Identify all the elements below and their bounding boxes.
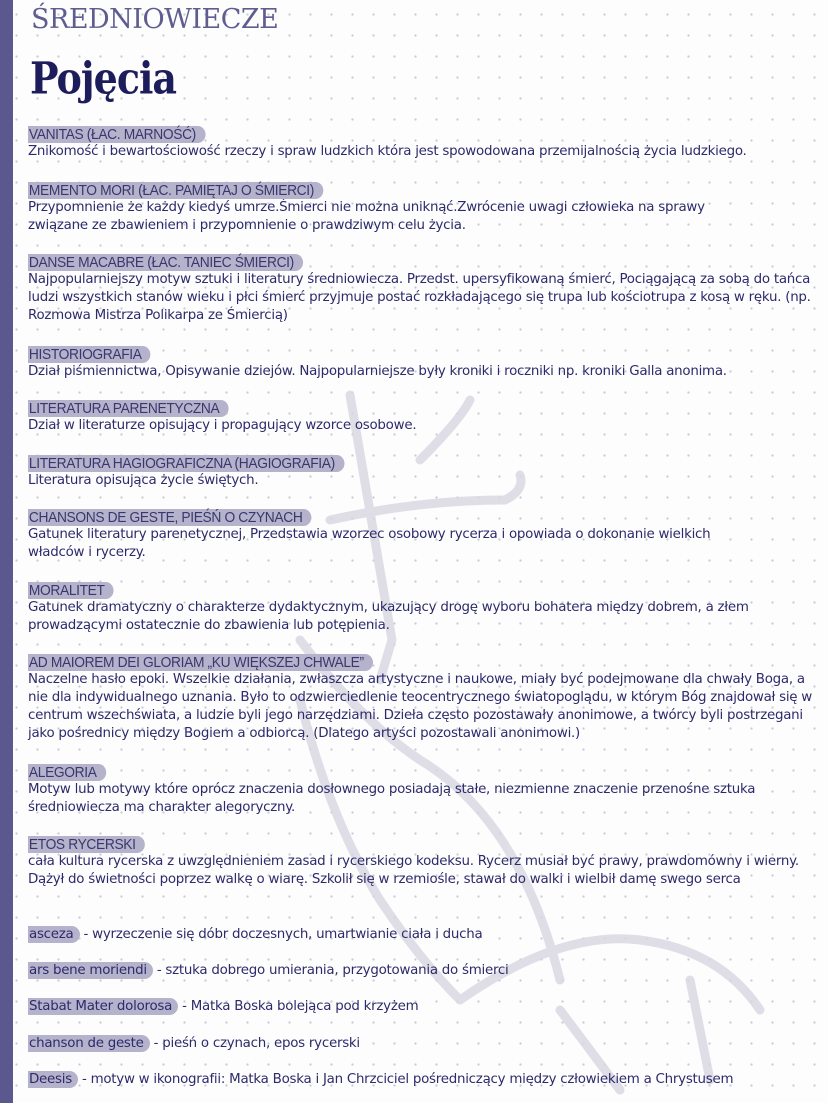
inline-term-chanson-de-geste — [28, 1034, 818, 1054]
era-title: ŚREDNIOWIECZE — [31, 4, 279, 35]
term-chansons-de-geste — [28, 507, 818, 562]
term-label: LITERATURA PARENETYCZNA — [28, 400, 229, 417]
accent-bar — [0, 0, 13, 1103]
inline-term-stabat-mater — [28, 997, 818, 1017]
inline-term-definition: - wyrzeczenie się dóbr doczesnych, umartwianie ciała i ducha — [79, 927, 483, 942]
term-definition: Motyw lub motywy które oprócz znaczenia dosłownego posiadają stałe, niezmienne znaczenie przenośne sztuka średniowiecza ma charakter alegoryczny. — [28, 782, 756, 815]
page-title: Pojęcia — [30, 52, 177, 104]
inline-term-label: Deesis — [28, 1071, 78, 1088]
inline-term-definition: - pieśń o czynach, epos rycerski — [149, 1036, 360, 1051]
inline-term-deesis — [28, 1070, 818, 1090]
term-label: MORALITET — [28, 582, 114, 599]
term-definition: Naczelne hasło epoki. Wszelkie działania, zwłaszcza artystyczne i naukowe, miały być podejmowane dla chwały Boga, a nie dla indywidualnego uznania. Było to odzwierciedlenie teocentrycznego światopoglądu, w którym Bóg znajdował się w centrum wszechświata, a ludzie byli jego narzędziami. Dzieła często pozostawały anonimowe, a twórcy byli postrzegani jako pośrednicy między Bogiem a odbiorcą. (Dlatego artyści pozostawali anonimowi.) — [28, 672, 812, 741]
term-label: VANITAS (ŁAC. MARNOŚĆ) — [28, 126, 205, 143]
inline-term-definition: - Matka Boska bolejąca pod krzyżem — [178, 999, 419, 1014]
term-definition: Dział piśmiennictwa, Opisywanie dziejów. Najpopularniejsze były kroniki i roczniki np. kroniki Galla anonima. — [28, 364, 727, 379]
term-label: DANSE MACABRE (ŁAC. TANIEC ŚMIERCI) — [28, 254, 303, 271]
inline-term-ars-bene-moriendi — [28, 961, 818, 981]
inline-term-label: asceza — [28, 926, 80, 943]
term-definition: Znikomość i bewartościowość rzeczy i spraw ludzkich która jest spowodowana przemijalnością życia ludzkiego. — [28, 144, 747, 159]
term-label: MEMENTO MORI (ŁAC. PAMIĘTAJ O ŚMIERCI) — [28, 182, 323, 199]
term-definition: Gatunek dramatyczny o charakterze dydaktycznym, ukazujący drogę wyboru bohatera między dobrem, a złem prowadzącymi ostatecznie do zbawienia lub potępienia. — [28, 600, 749, 633]
term-alegoria — [28, 762, 818, 817]
term-historiografia — [28, 344, 818, 381]
term-literatura-parenetyczna — [28, 398, 818, 435]
term-literatura-hagiograficzna — [28, 453, 818, 490]
term-moralitet — [28, 580, 818, 635]
inline-term-definition: - motyw w ikonografii: Matka Boska i Jan Chrzciciel pośredniczący między człowiekiem a Chrystusem — [77, 1072, 734, 1087]
term-danse-macabre — [28, 252, 818, 325]
term-ad-maiorem-dei-gloriam — [28, 652, 818, 743]
term-label: ALEGORIA — [28, 764, 106, 781]
term-definition: Gatunek literatury parenetycznej, Przedstawia wzorzec osobowy rycerza i opowiada o dokonanie wielkich władców i rycerzy. — [28, 527, 711, 560]
term-label: AD MAIOREM DEI GLORIAM „KU WIĘKSZEJ CHWALE” — [28, 654, 373, 671]
inline-term-label: ars bene moriendi — [28, 962, 153, 979]
inline-term-label: chanson de geste — [28, 1035, 150, 1052]
inline-term-definition: - sztuka dobrego umierania, przygotowania do śmierci — [152, 963, 509, 978]
term-definition: cała kultura rycerska z uwzględnieniem zasad i rycerskiego kodeksu. Rycerz musiał być prawy, prawdomówny i wierny. Dążył do świetności poprzez walkę o wiarę. Szkolił się w rzemiośle, stawał do walki i wielbił damę swego serca — [28, 854, 799, 887]
term-label: LITERATURA HAGIOGRAFICZNA (HAGIOGRAFIA) — [28, 455, 344, 472]
inline-term-label: Stabat Mater dolorosa — [28, 998, 178, 1015]
term-label: ETOS RYCERSKI — [28, 836, 145, 853]
term-definition: Przypomnienie że każdy kiedyś umrze.Śmierci nie można uniknąć.Zwrócenie uwagi człowieka na sprawy związane ze zbawieniem i przypomnienie o prawdziwym celu życia. — [28, 200, 705, 233]
term-definition: Literatura opisująca życie świętych. — [28, 473, 259, 488]
term-definition: Najpopularniejszy motyw sztuki i literatury średniowiecza. Przedst. upersyfikowaną śmierć, Pociągającą za sobą do tańca ludzi wszystkich stanów wieku i płci śmierć przyjmuje postać rozkładającego się trupa lub kościotrupa z kosą w ręku. (np. Rozmowa Mistrza Polikarpa ze Śmiercią) — [28, 272, 811, 323]
term-definition: Dział w literaturze opisujący i propagujący wzorce osobowe. — [28, 418, 417, 433]
term-etos-rycerski — [28, 834, 818, 889]
term-vanitas — [28, 124, 818, 161]
inline-term-asceza — [28, 925, 818, 945]
term-memento-mori — [28, 180, 818, 235]
term-label: HISTORIOGRAFIA — [28, 346, 151, 363]
term-label: CHANSONS DE GESTE, PIEŚŃ O CZYNACH — [28, 509, 312, 526]
